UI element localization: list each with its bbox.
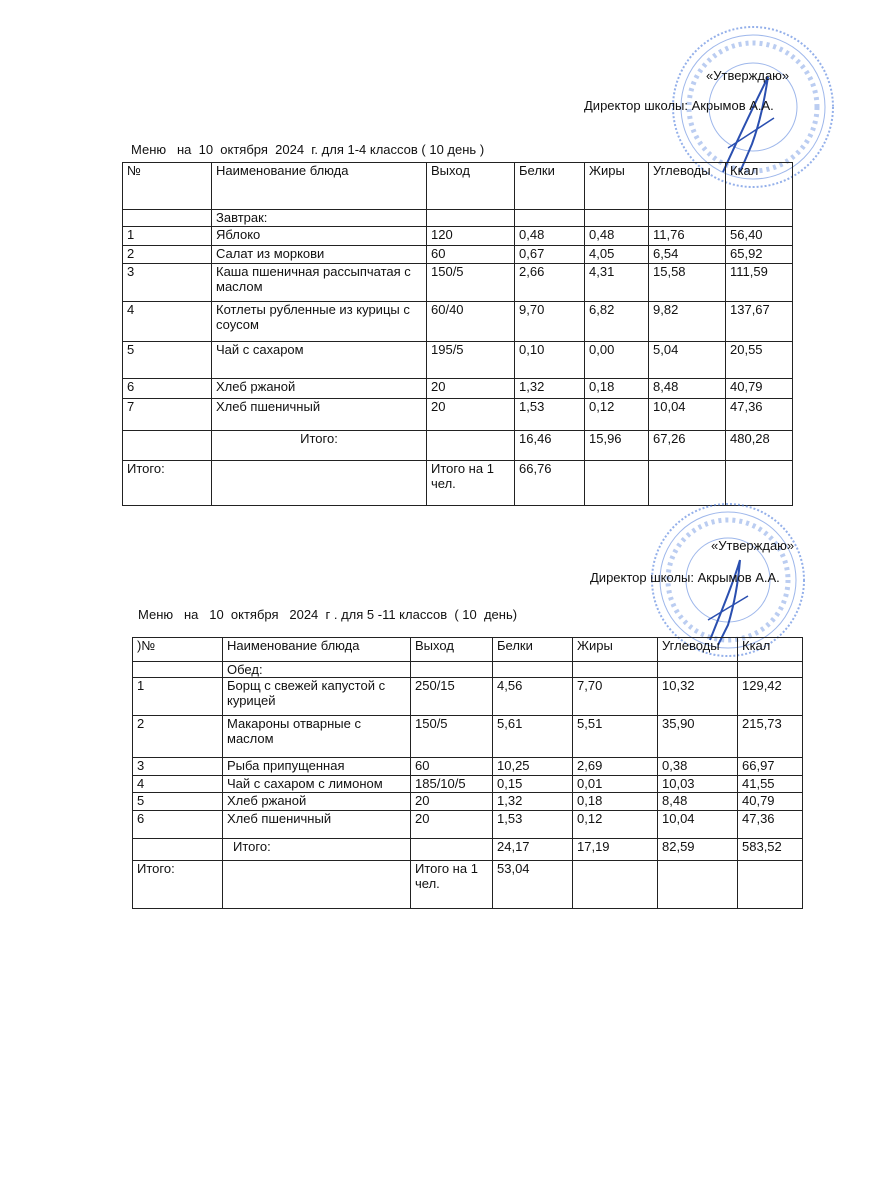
section-label: Завтрак: xyxy=(212,210,427,227)
section-label: Обед: xyxy=(223,662,411,678)
table-row: 6 Хлеб ржаной 20 1,32 0,18 8,48 40,79 xyxy=(123,379,793,399)
approval-title: «Утверждаю» xyxy=(711,538,795,553)
table-row: 2 Салат из моркови 60 0,67 4,05 6,54 65,92 xyxy=(123,246,793,264)
table-row: 1 Яблоко 120 0,48 0,48 11,76 56,40 xyxy=(123,227,793,246)
menu-table-primary xyxy=(122,162,793,506)
footer-row xyxy=(123,461,793,506)
header-kcal: Ккал xyxy=(738,638,803,662)
header-kcal: Ккал xyxy=(726,163,793,210)
header-protein: Белки xyxy=(493,638,573,662)
table-row: 2 Макароны отварные с маслом 150/5 5,61 5,51 35,90 215,73 xyxy=(133,716,803,758)
header-dish: Наименование блюда xyxy=(223,638,411,662)
table-row: 7 Хлеб пшеничный 20 1,53 0,12 10,04 47,36 xyxy=(123,399,793,431)
header-number: № xyxy=(123,163,212,210)
table-row: 1 Борщ с свежей капустой с курицей 250/15 4,56 7,70 10,32 129,42 xyxy=(133,678,803,716)
per-person-value: 66,76 xyxy=(515,461,585,506)
per-person-value: 53,04 xyxy=(493,861,573,909)
header-number: )№ xyxy=(133,638,223,662)
table-row: 4 Чай с сахаром с лимоном 185/10/5 0,15 0,01 10,03 41,55 xyxy=(133,776,803,793)
footer-row xyxy=(133,861,803,909)
table-row: 5 Чай с сахаром 195/5 0,10 0,00 5,04 20,55 xyxy=(123,342,793,379)
total-row: Итого: 24,17 17,19 82,59 583,52 xyxy=(133,839,803,861)
footer-label: Итого: xyxy=(133,861,223,909)
approval-director: Директор школы: Акрымов А.А. xyxy=(584,98,774,113)
header-carbs: Углеводы xyxy=(658,638,738,662)
header-portion: Выход xyxy=(411,638,493,662)
menu-table-secondary xyxy=(132,637,803,909)
header-carbs: Углеводы xyxy=(649,163,726,210)
header-row xyxy=(133,638,803,662)
table-row: 6 Хлеб пшеничный 20 1,53 0,12 10,04 47,36 xyxy=(133,811,803,839)
table-row: 5 Хлеб ржаной 20 1,32 0,18 8,48 40,79 xyxy=(133,793,803,811)
menu-heading-secondary: Меню на 10 октября 2024 г . для 5 -11 классов ( 10 день) xyxy=(138,607,518,622)
total-row: Итого: 16,46 15,96 67,26 480,28 xyxy=(123,431,793,461)
menu-heading-primary: Меню на 10 октября 2024 г. для 1-4 классов ( 10 день ) xyxy=(131,142,485,157)
table-row: 3 Рыба припущенная 60 10,25 2,69 0,38 66,97 xyxy=(133,758,803,776)
per-person-label: Итого на 1 чел. xyxy=(427,461,515,506)
approval-title: «Утверждаю» xyxy=(706,68,790,83)
header-row xyxy=(123,163,793,210)
total-label: Итого: xyxy=(223,839,411,861)
header-fat: Жиры xyxy=(585,163,649,210)
per-person-label: Итого на 1 чел. xyxy=(411,861,493,909)
header-fat: Жиры xyxy=(573,638,658,662)
total-label: Итого: xyxy=(212,431,427,461)
approval-director: Директор школы: Акрымов А.А. xyxy=(590,570,780,585)
section-row xyxy=(123,210,793,227)
footer-label: Итого: xyxy=(123,461,212,506)
section-row xyxy=(133,662,803,678)
header-dish: Наименование блюда xyxy=(212,163,427,210)
table-row: 3 Каша пшеничная рассыпчатая с маслом 150/5 2,66 4,31 15,58 111,59 xyxy=(123,264,793,302)
table-row: 4 Котлеты рубленные из курицы с соусом 60/40 9,70 6,82 9,82 137,67 xyxy=(123,302,793,342)
header-portion: Выход xyxy=(427,163,515,210)
header-protein: Белки xyxy=(515,163,585,210)
